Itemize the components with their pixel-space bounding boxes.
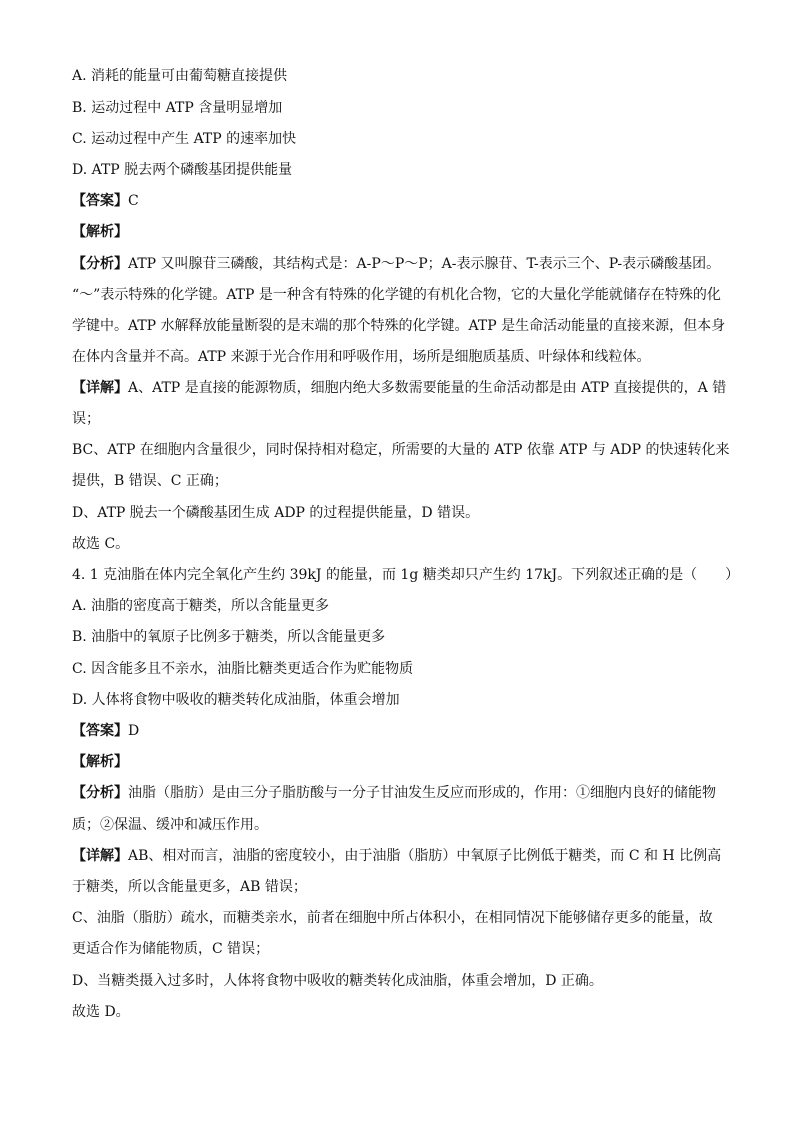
q3-fenxi-line: “～”表示特殊的化学键。ATP 是一种含有特殊的化学键的有机化合物，它的大量化学能就储存在特殊的化 [72,287,721,303]
q3-fenxi-line: 学键中。ATP 水解释放能量断裂的是末端的那个特殊的化学键。ATP 是生命活动能量的直接来源，但本身 [72,318,726,334]
q4-stem: 4. 1 克油脂在体内完全氧化产生约 39kJ 的能量，而 1g 糖类却只产生约 17kJ。下列叙述正确的是（ ） [72,567,740,583]
q4-option-d: D. 人体将食物中吸收的糖类转化成油脂，体重会增加 [72,692,400,708]
fenxi-label: 【分析】 [72,785,128,801]
q3-conclusion: 故选 C。 [72,536,130,552]
q3-xiangjie-line: 误； [72,411,100,427]
fenxi-text: ATP 又叫腺苷三磷酸，其结构式是：A-P～P～P；A-表示腺苷、T-表示三个、P-表示磷酸基团。 [128,256,721,272]
q3-option-c: C. 运动过程中产生 ATP 的速率加快 [72,131,297,147]
q4-answer [72,721,139,741]
q3-fenxi-line: 在体内含量并不高。ATP 来源于光合作用和呼吸作用，场所是细胞质基质、叶绿体和线粒体。 [72,349,651,365]
q3-option-d: D. ATP 脱去两个磷酸基团提供能量 [72,162,293,178]
xiangjie-label: 【详解】 [72,380,128,396]
q3-xiangjie-line [72,378,726,398]
q3-option-a: A. 消耗的能量可由葡萄糖直接提供 [72,68,288,84]
q4-fenxi-line [72,783,716,803]
q3-xiangjie-line: D、ATP 脱去一个磷酸基团生成 ADP 的过程提供能量，D 错误。 [72,505,480,521]
q4-xiangjie-line: D、当糖类摄入过多时，人体将食物中吸收的糖类转化成油脂，体重会增加，D 正确。 [72,973,603,989]
q4-xiangjie-line: 于糖类，所以含能量更多，AB 错误； [72,879,307,895]
q4-xiangjie-line [72,846,721,866]
answer-label: 【答案】 [72,193,128,209]
q4-option-a: A. 油脂的密度高于糖类，所以含能量更多 [72,598,330,614]
q3-xiangjie-line: 提供，B 错误、C 正确； [72,473,228,489]
q4-xiangjie-line: C、油脂（脂肪）疏水，而糖类亲水，前者在细胞中所占体积小，在相同情况下能够储存更多的能量，故 [72,910,713,926]
answer-value: D [128,723,140,739]
q4-xiangjie-line: 更适合作为储能物质，C 错误； [72,941,270,957]
q4-option-b: B. 油脂中的氧原子比例多于糖类，所以含能量更多 [72,629,386,645]
fenxi-label: 【分析】 [72,256,128,272]
q4-conclusion: 故选 D。 [72,1004,130,1020]
q3-xiangjie-line: BC、ATP 在细胞内含量很少，同时保持相对稳定，所需要的大量的 ATP 依靠 ATP 与 ADP 的快速转化来 [72,442,730,458]
xiangjie-text: A、ATP 是直接的能源物质，细胞内绝大多数需要能量的生命活动都是由 ATP 直接提供的，A 错 [128,380,727,396]
xiangjie-text: AB、相对而言，油脂的密度较小，由于油脂（脂肪）中氧原子比例低于糖类，而 C 和 H 比例高 [128,848,722,864]
answer-label: 【答案】 [72,723,128,739]
q4-fenxi-line: 质；②保温、缓冲和减压作用。 [72,817,268,833]
q3-analysis-label: 【解析】 [72,224,128,240]
q4-analysis-label: 【解析】 [72,754,128,770]
answer-value: C [128,193,139,209]
xiangjie-label: 【详解】 [72,848,128,864]
q3-answer [72,191,139,211]
q3-fenxi-line [72,254,720,274]
q3-option-b: B. 运动过程中 ATP 含量明显增加 [72,100,283,116]
q4-option-c: C. 因含能多且不亲水，油脂比糖类更适合作为贮能物质 [72,661,414,677]
fenxi-text: 油脂（脂肪）是由三分子脂肪酸与一分子甘油发生反应而形成的，作用：①细胞内良好的储能物 [128,785,716,801]
